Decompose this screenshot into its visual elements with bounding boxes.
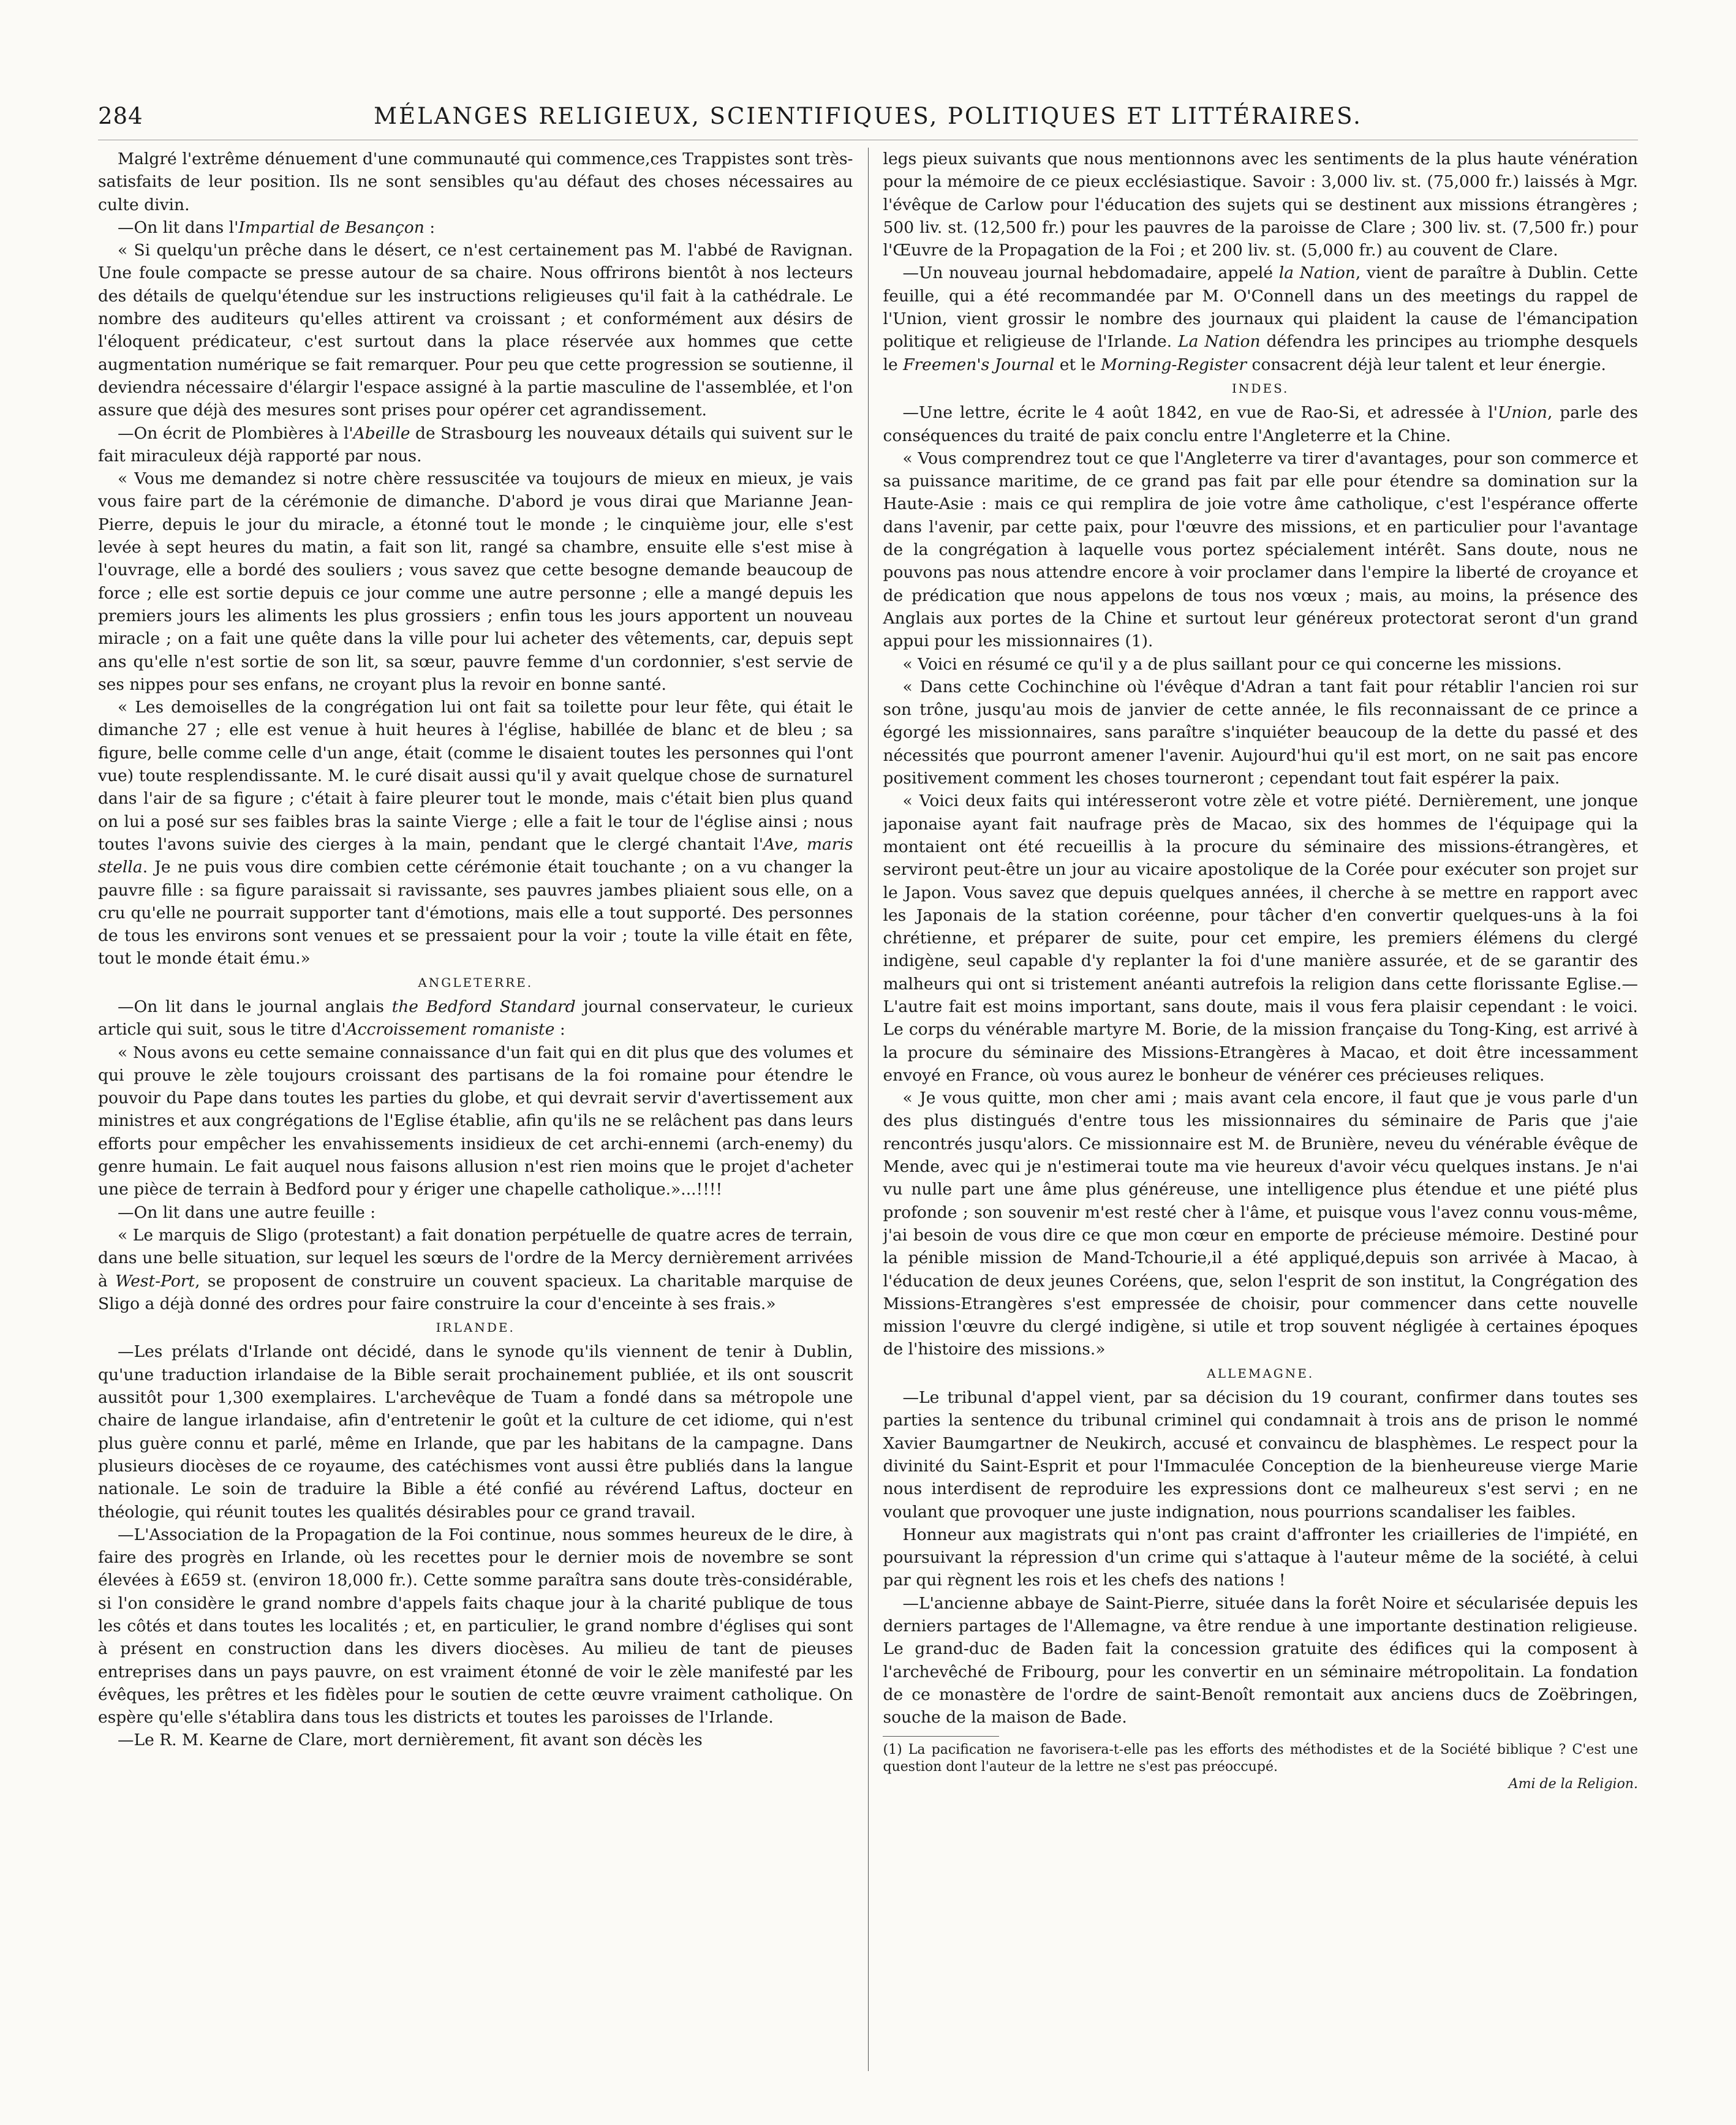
column-divider bbox=[868, 148, 869, 2071]
source-title: Abeille bbox=[353, 423, 410, 443]
paragraph: « Vous comprendrez tout ce que l'Angleterre va tirer d'avantages, pour son commerce et sa puissance maritime, de ce grand pas fait par elle pour étendre sa domination sur la Haute-Asie : mais ce qui remplira de joie votre âme catholique, c'est l'espérance offerte dans l'avenir, par cette paix, pour l'œuvre des missions, et en particulier pour l'avantage de la congrégation à laquelle vous portez spécialement intérêt. Sans doute, nous ne pouvons pas nous attendre encore à voir proclamer dans l'empire la liberté de croyance et de prédication que nous appelons de tous nos vœux ; mais, au moins, la présence des Anglais aux portes de la Chine et surtout leur généreux protectorat seront d'un grand appui pour les missionnaires (1). bbox=[883, 448, 1638, 651]
left-column bbox=[98, 148, 853, 2071]
right-column bbox=[883, 148, 1638, 2071]
paragraph: —Le R. M. Kearne de Clare, mort dernièrement, fit avant son décès les bbox=[118, 1731, 703, 1750]
paragraph: « Nous avons eu cette semaine connaissance d'un fait qui en dit plus que des volumes et qui prouve le zèle toujours croissant des partisans de la foi romaine pour étendre le pouvoir du Pape dans toutes les parties du globe, et qui devrait servir d'avertissement aux ministres et aux congrégations de l'Eglise établie, afin qu'ils ne se relâchent pas dans leurs efforts pour empêcher les envahissements insidieux de cet archi-ennemi (arch-enemy) du genre humain. Le fait auquel nous faisons allusion n'est rien moins que le projet d'acheter une pièce de terrain à Bedford pour y ériger une chapelle catholique.»...!!!! bbox=[98, 1043, 853, 1199]
paragraph: Honneur aux magistrats qui n'ont pas craint d'affronter les criailleries de l'impiété, en poursuivant la répression d'un crime qui s'attaque à l'auteur même de la société, à celui par qui règnent les rois et les chefs des nations ! bbox=[883, 1525, 1638, 1590]
paragraph: « Je vous quitte, mon cher ami ; mais avant cela encore, il faut que je vous parle d'un des plus distingués d'entre tous les missionnaires du séminaire de Paris que j'aie rencontrés jusqu'alors. Ce missionnaire est M. de Brunière, neveu du vénérable évêque de Mende, avec qui je n'estimerai toute ma vie heureux d'avoir vécu quelques instans. Je n'ai vu nulle part une âme plus généreuse, une intelligence plus étendue et une piété plus profonde ; son souvenir m'est resté cher à l'âme, et puisque vous l'avez connu vous-même, j'ai besoin de vous dire ce que mon cœur en emporte de précieuse mémoire. Destiné pour la pénible mission de Mand-Tchourie,il a été appliqué,depuis son arrivée à Macao, à l'éducation de deux jeunes Coréens, que, selon l'esprit de son institut, la Congrégation des Missions-Etrangères s'est empressée de choisir, pour commencer dans cette nouvelle mission l'œuvre du clergé indigène, si utile et trop souvent négligée à certaines époques de l'histoire des missions.» bbox=[883, 1089, 1638, 1359]
section-heading-allemagne: ALLEMAGNE. bbox=[1207, 1365, 1315, 1381]
footnote-source: Ami de la Religion. bbox=[1508, 1776, 1638, 1792]
running-title: MÉLANGES RELIGIEUX, SCIENTIFIQUES, POLITIQUES ET LITTÉRAIRES. bbox=[374, 103, 1362, 129]
article-title: Accroissement romaniste bbox=[345, 1020, 555, 1040]
paragraph: « Voici en résumé ce qu'il y a de plus saillant pour ce qui concerne les missions. bbox=[902, 654, 1562, 674]
paragraph: « Si quelqu'un prêche dans le désert, ce n'est certainement pas M. l'abbé de Ravignan. Une foule compacte se presse autour de sa chaire. Nous offrirons bientôt à nos lecteurs des détails de quelqu'étendue sur les instructions religieuses qu'il fait à la cathédrale. Le nombre des auditeurs qu'elles attirent va croissant ; et conformément aux désirs de l'éloquent prédicateur, c'est surtout dans la place réservée aux hommes que cette augmentation numérique se fait remarquer. Pour peu que cette progression se soutienne, il deviendra nécessaire d'élargir l'espace assigné à la partie masculine de l'assemblée, et l'on assure que déjà des mesures sont prises pour opérer cet agrandissement. bbox=[98, 241, 853, 420]
paragraph: —On écrit de Plombières à l'Abeille de Strasbourg les nouveaux détails qui suivent sur le fait miraculeux déjà rapporté par nous. bbox=[98, 423, 853, 466]
paragraph: —On lit dans l'Impartial de Besançon : bbox=[118, 217, 436, 237]
paragraph: —Une lettre, écrite le 4 août 1842, en vue de Rao-Si, et adressée à l'Union, parle des conséquences du traité de paix conclu entre l'Angleterre et la Chine. bbox=[883, 403, 1638, 445]
section-heading-irlande: IRLANDE. bbox=[436, 1320, 515, 1335]
paragraph: —Le tribunal d'appel vient, par sa décision du 19 courant, confirmer dans toutes ses parties la sentence du tribunal criminel qui condamnait à trois ans de prison le nommé Xavier Baumgartner de Neukirch, accusé et convaincu de blasphèmes. Le respect pour la divinité du Saint-Esprit et pour l'Immaculée Conception de la bienheureuse vierge Marie nous interdisent de reproduire les expressions dont ce malheureux s'est servi ; en ne voulant que provoquer une juste indignation, nous pourrions scandaliser les faibles. bbox=[883, 1388, 1638, 1522]
source-title: Morning-Register bbox=[1101, 355, 1247, 374]
source-title: La Nation bbox=[1178, 332, 1261, 352]
paragraph: —Les prélats d'Irlande ont décidé, dans le synode qu'ils viennent de tenir à Dublin, qu'une traduction irlandaise de la Bible serait prochainement publiée, et ils ont souscrit aussitôt pour 1,300 exemplaires. L'archevêque de Tuam a fondé dans sa métropole une chaire de langue irlandaise, afin d'entretenir le goût et la culture de cet idiome, qui n'est plus guère connu et parlé, même en Irlande, que par les habitans de la campagne. Dans plusieurs diocèses de ce royaume, des catéchismes vont aussi être publiés dans la langue nationale. Le soin de traduire la Bible a été confié au révérend Laftus, docteur en théologie, qui réunit toutes les qualités désirables pour ce grand travail. bbox=[98, 1342, 853, 1522]
source-title: Impartial de Besançon bbox=[238, 217, 425, 237]
source-title: la Nation bbox=[1278, 263, 1356, 283]
section-heading-angleterre: ANGLETERRE. bbox=[418, 975, 534, 990]
paragraph: legs pieux suivants que nous mentionnons avec les sentiments de la plus haute vénération pour la mémoire de ce pieux ecclésiastique. Savoir : 3,000 liv. st. (75,000 fr.) laissés à Mgr. l'évêque de Carlow pour l'éducation des sujets qui se destinent aux missions étrangères ; 500 liv. st. (12,500 fr.) pour les pauvres de la paroisse de Clare ; 300 liv. st. (7,500 fr.) pour l'Œuvre de la Propagation de la Foi ; et 200 liv. st. (5,000 fr.) au couvent de Clare. bbox=[883, 149, 1638, 260]
hymn-title: Ave, maris stella bbox=[98, 834, 853, 877]
paragraph: « Les demoiselles de la congrégation lui ont fait sa toilette pour leur fête, qui était le dimanche 27 ; elle est venue à huit heures à l'église, habillée de blanc et de bleu ; sa figure, belle comme celle d'un ange, était (comme le disaient toutes les personnes qui l'ont vue) toute resplendissante. M. le curé disait aussi qu'il y avait quelque chose de surnaturel dans l'air de sa figure ; c'était à faire pleurer tout le monde, mais c'était bien plus quand on lui a posé sur ses faibles bras la sainte Vierge ; elle a fait le tour de l'église ainsi ; nous toutes l'avons suivie des cierges à la main, pendant que le clergé chantait l'Ave, maris stella. Je ne puis vous dire combien cette cérémonie était touchante ; on a vu changer la pauvre fille : sa figure paraissait si ravissante, ses pauvres jambes pliaient sous elle, on a cru qu'elle ne pourrait supporter tant d'émotions, mais elle a tout supporté. Des personnes de tous les environs sont venues et se pressaient pour la voir ; toute la ville était en fête, tout le monde était ému.» bbox=[98, 698, 853, 968]
source-title: Union bbox=[1498, 403, 1547, 423]
footnote: (1) La pacification ne favorisera-t-elle pas les efforts des méthodistes et de la Société biblique ? C'est une question dont l'auteur de la lettre ne s'est pas préoccupé. bbox=[883, 1742, 1638, 1775]
page-number: 284 bbox=[98, 103, 143, 129]
section-heading-indes: INDES. bbox=[1232, 380, 1289, 396]
paragraph: —L'Association de la Propagation de la Foi continue, nous sommes heureux de le dire, à faire des progrès en Irlande, où les recettes pour le dernier mois de novembre se sont élevées à £659 st. (environ 18,000 fr.). Cette somme paraîtra sans doute très-considérable, si l'on considère le grand nombre d'appels faits chaque jour à la charité publique de tous les côtés et dans toutes les localités ; et, en particulier, le grand nombre d'églises qui sont à présent en construction dans les divers diocèses. Au milieu de tant de pieuses entreprises dans un pays pauvre, on est vraiment étonné de voir le zèle manifesté par les évêques, les prêtres et les fidèles pour le soutien de cette œuvre vraiment catholique. On espère qu'elle s'établira dans tous les districts et toutes les paroisses de l'Irlande. bbox=[98, 1525, 853, 1727]
place-name: West-Port bbox=[115, 1271, 195, 1291]
paragraph: « Le marquis de Sligo (protestant) a fait donation perpétuelle de quatre acres de terrain, dans une belle situation, sur lequel les sœurs de l'ordre de la Mercy dernièrement arrivées à West-Port, se proposent de construire un couvent spacieux. La charitable marquise de Sligo a déjà donné des ordres pour faire construire la cour d'enceinte à ses frais.» bbox=[98, 1225, 853, 1313]
paragraph: « Dans cette Cochinchine où l'évêque d'Adran a tant fait pour rétablir l'ancien roi sur son trône, jusqu'au mois de janvier de cette année, le fils reconnaissant de ce prince a égorgé les missionnaires, sans paraître s'inquiéter beaucoup de la dette du passé et des nécessités que pourront amener l'avenir. Aujourd'hui qu'il est mort, on ne sait pas encore positivement comment les choses tourneront ; cependant tout fait espérer la paix. bbox=[883, 677, 1638, 788]
footnote-rule bbox=[883, 1736, 999, 1737]
paragraph: —On lit dans une autre feuille : bbox=[118, 1202, 376, 1222]
article-columns bbox=[98, 148, 1638, 2071]
paragraph: Malgré l'extrême dénuement d'une communauté qui commence,ces Trappistes sont très-satisfaits de leur position. Ils ne sont sensibles qu'au défaut des choses nécessaires au culte divin. bbox=[98, 149, 853, 214]
paragraph: —L'ancienne abbaye de Saint-Pierre, située dans la forêt Noire et sécularisée depuis les derniers partages de l'Allemagne, va être rendue à une importante destination religieuse. Le grand-duc de Baden fait la concession gratuite des édifices qui la composent à l'archevêché de Fribourg, pour les convertir en un séminaire métropolitain. La fondation de ce monastère de l'ordre de saint-Benoît remontait aux anciens ducs de Zoëbringen, souche de la maison de Bade. bbox=[883, 1593, 1638, 1727]
source-title: the Bedford Standard bbox=[391, 997, 576, 1016]
paragraph: « Vous me demandez si notre chère ressuscitée va toujours de mieux en mieux, je vais vous faire part de la cérémonie de dimanche. D'abord je vous dirai que Marianne Jean-Pierre, depuis le jour du miracle, a étonné tout le monde ; le cinquième jour, elle s'est levée à sept heures du matin, a fait son lit, rangé sa chambre, ensuite elle s'est mise à l'ouvrage, elle a bordé des souliers ; vous savez que cette besogne demande beaucoup de force ; elle est sortie depuis ce jour comme une autre personne ; elle a mangé depuis les premiers jours les aliments les plus grossiers ; enfin tous les jours apportent un nouveau miracle ; on a fait une quête dans la ville pour lui acheter des vêtements, car, depuis sept ans qu'elle n'est sortie de son lit, sa sœur, pauvre femme d'un cordonnier, s'est servie de ses nippes pour ses enfans, ne croyant plus la revoir en bonne santé. bbox=[98, 469, 853, 694]
source-title: Freemen's Journal bbox=[903, 355, 1055, 374]
page-header bbox=[98, 103, 1638, 140]
paragraph: —On lit dans le journal anglais the Bedford Standard journal conservateur, le curieux article qui suit, sous le titre d'Accroissement romaniste : bbox=[98, 997, 853, 1040]
paragraph: —Un nouveau journal hebdomadaire, appelé la Nation, vient de paraître à Dublin. Cette feuille, qui a été recommandée par M. O'Connell dans un des meetings du rappel de l'Union, vient grossir le nombre des journaux qui plaident la cause de l'émancipation politique et religieuse de l'Irlande. La Nation défendra les principes au triomphe desquels le Freemen's Journal et le Morning-Register consacrent déjà leur talent et leur énergie. bbox=[883, 263, 1638, 374]
paragraph: « Voici deux faits qui intéresseront votre zèle et votre piété. Dernièrement, une jonque japonaise ayant fait naufrage près de Macao, six des hommes de l'équipage qui la montaient ont été recueillis à la procure du séminaire des missions-étrangères, et serviront peut-être un jour au vicaire apostolique de la Corée pour exécuter son projet sur le Japon. Vous savez que depuis quelques années, il cherche à se mettre en rapport avec les Japonais de la station coréenne, pour tâcher d'en convertir quelques-uns à la foi chrétienne, et préparer de suite, pour cet empire, les premiers élémens du clergé indigène, seul capable d'y replanter la foi d'une manière assurée, et de se garantir des malheurs qui ont si tristement anéanti autrefois la religion dans cette florissante Eglise.—L'autre fait est moins important, sans doute, mais il vous fera plaisir cependant : le voici. Le corps du vénérable martyre M. Borie, de la mission française du Tong-King, est arrivé à la procure du séminaire des Missions-Etrangères à Macao, et doit être incessamment envoyé en France, où vous aurez le bonheur de vénérer ces précieuses reliques. bbox=[883, 791, 1638, 1085]
